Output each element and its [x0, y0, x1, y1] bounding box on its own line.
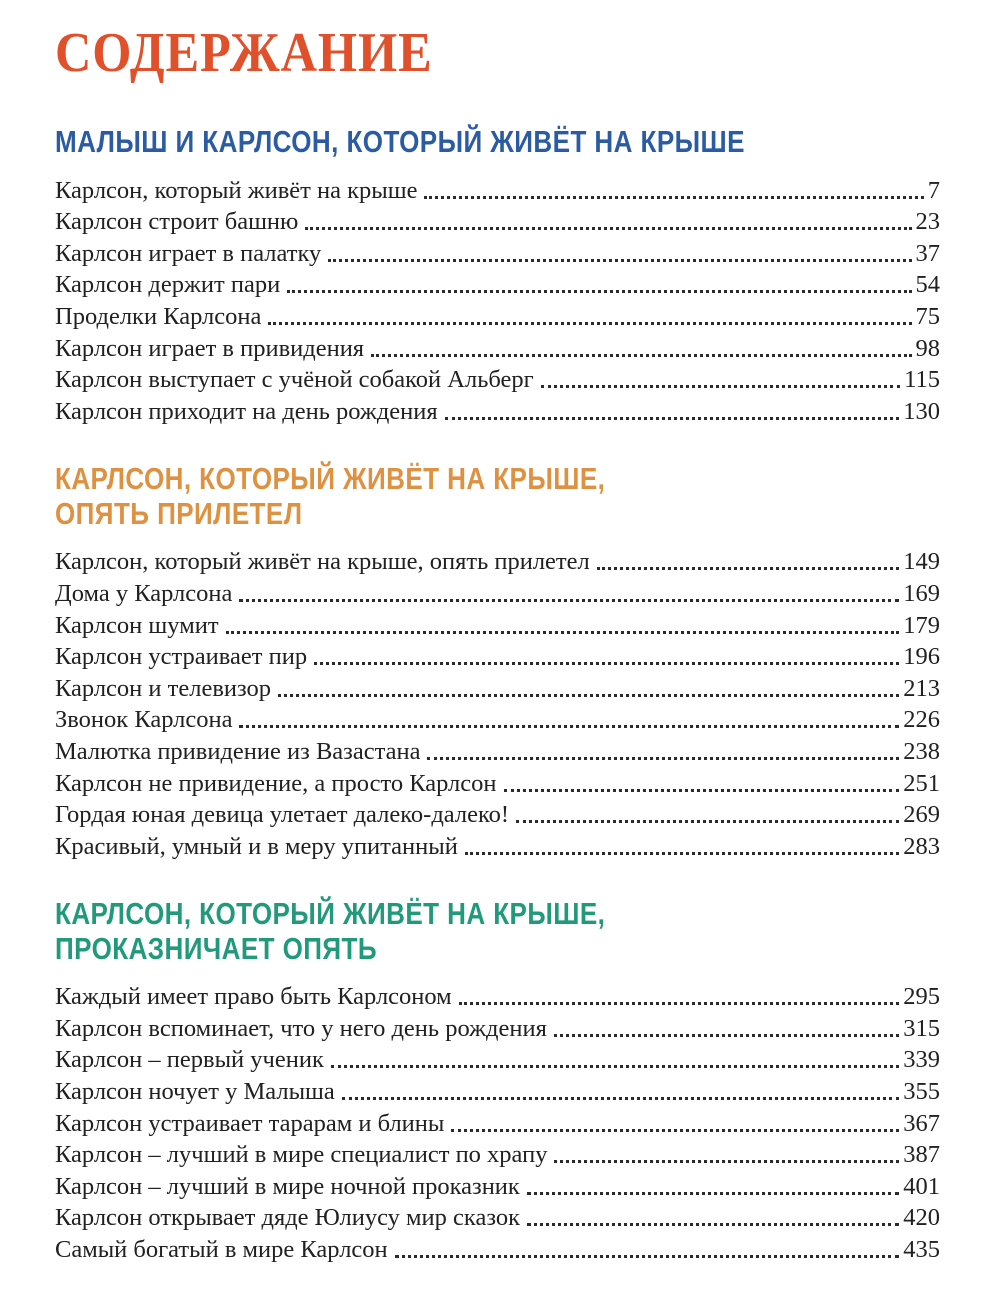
toc-entry: [55, 1074, 940, 1106]
page-number: 130: [903, 397, 940, 425]
page-number: 401: [903, 1172, 940, 1200]
toc-entry: [55, 1169, 940, 1201]
toc-section: [55, 124, 940, 426]
page-number: 213: [903, 674, 940, 702]
page-number: 367: [903, 1109, 940, 1137]
chapter-title: Карлсон играет в палатку: [55, 239, 322, 267]
toc-entry: [55, 1232, 940, 1264]
dot-leader: [427, 757, 899, 760]
toc-entry: [55, 576, 940, 608]
page-number: 339: [903, 1046, 940, 1074]
page-number: 295: [903, 983, 940, 1011]
chapter-title: Красивый, умный и в меру упитанный: [55, 832, 458, 860]
dot-leader: [554, 1034, 899, 1037]
toc-entry: [55, 734, 940, 766]
chapter-title: Дома у Карлсона: [55, 579, 233, 607]
chapter-list: [55, 173, 940, 426]
section-heading-text: МАЛЫШ И КАРЛСОН, КОТОРЫЙ ЖИВЁТ НА КРЫШЕ: [55, 124, 745, 159]
toc-entry: [55, 545, 940, 577]
toc-entry: [55, 1011, 940, 1043]
toc-entry: [55, 1201, 940, 1233]
toc: [55, 124, 940, 1264]
chapter-title: Карлсон строит башню: [55, 208, 299, 236]
toc-entry: [55, 268, 940, 300]
chapter-title: Карлсон ночует у Малыша: [55, 1078, 335, 1106]
section-heading-text: ПРОКАЗНИЧАЕТ ОПЯТЬ: [55, 930, 378, 966]
dot-leader: [465, 852, 899, 855]
dot-leader: [445, 417, 900, 420]
dot-leader: [395, 1255, 900, 1258]
chapter-title: Карлсон не привидение, а просто Карлсон: [55, 769, 497, 797]
toc-entry: [55, 703, 940, 735]
page-number: 196: [903, 643, 940, 671]
chapter-title: Карлсон, который живёт на крыше, опять прилетел: [55, 548, 590, 576]
chapter-title: Карлсон шумит: [55, 611, 219, 639]
chapter-title: Малютка привидение из Вазастана: [55, 737, 421, 765]
toc-entry: [55, 829, 940, 861]
page-number: 7: [927, 176, 940, 204]
dot-leader: [516, 820, 899, 823]
page-number: 269: [903, 801, 940, 829]
section-heading-line: [55, 461, 940, 496]
dot-leader: [239, 725, 899, 728]
toc-entry: [55, 980, 940, 1012]
chapter-title: Карлсон устраивает пир: [55, 643, 308, 671]
page-number: 98: [915, 334, 940, 362]
dot-leader: [527, 1192, 899, 1195]
toc-entry: [55, 205, 940, 237]
dot-leader: [451, 1129, 899, 1132]
chapter-title: Звонок Карлсона: [55, 706, 233, 734]
dot-leader: [371, 354, 911, 357]
dot-leader: [331, 1065, 899, 1068]
chapter-title: Карлсон – лучший в мире специалист по храпу: [55, 1141, 548, 1169]
toc-entry: [55, 798, 940, 830]
chapter-title: Карлсон и телевизор: [55, 674, 272, 702]
toc-entry: [55, 1043, 940, 1075]
toc-entry: [55, 173, 940, 205]
section-heading-line: [55, 124, 940, 159]
chapter-title: Гордая юная девица улетает далеко-далеко!: [55, 801, 510, 829]
page-number: 283: [903, 832, 940, 860]
dot-leader: [287, 290, 911, 293]
chapter-title: Карлсон выступает с учёной собакой Альберг: [55, 366, 534, 394]
dot-leader: [226, 631, 900, 634]
page-number: 238: [903, 737, 940, 765]
toc-entry: [55, 640, 940, 672]
toc-entry: [55, 236, 940, 268]
section-heading: [55, 896, 940, 966]
page-number: 420: [903, 1204, 940, 1232]
chapter-title: Карлсон приходит на день рождения: [55, 397, 438, 425]
page-title: [55, 24, 940, 82]
chapter-title: Карлсон открывает дяде Юлиусу мир сказок: [55, 1204, 521, 1232]
toc-entry: [55, 363, 940, 395]
toc-entry: [55, 1106, 940, 1138]
page-number: 251: [903, 769, 940, 797]
section-heading-line: [55, 896, 940, 931]
page-number: 355: [903, 1078, 940, 1106]
dot-leader: [554, 1160, 899, 1163]
section-heading-text: ОПЯТЬ ПРИЛЕТЕЛ: [55, 495, 303, 531]
chapter-title: Проделки Карлсона: [55, 302, 262, 330]
page-number: 75: [915, 302, 940, 330]
dot-leader: [597, 567, 900, 570]
dot-leader: [305, 227, 911, 230]
page-number: 149: [903, 548, 940, 576]
toc-entry: [55, 299, 940, 331]
dot-leader: [527, 1223, 899, 1226]
page-number: 115: [904, 366, 940, 394]
dot-leader: [268, 322, 911, 325]
section-heading: [55, 461, 940, 531]
dot-leader: [314, 662, 899, 665]
chapter-title: Карлсон держит пари: [55, 271, 281, 299]
chapter-title: Карлсон, который живёт на крыше: [55, 176, 418, 204]
toc-entry: [55, 331, 940, 363]
toc-entry: [55, 608, 940, 640]
dot-leader: [342, 1097, 899, 1100]
page-number: 179: [903, 611, 940, 639]
toc-entry: [55, 671, 940, 703]
dot-leader: [541, 385, 900, 388]
page-number: 226: [903, 706, 940, 734]
toc-entry: [55, 1138, 940, 1170]
dot-leader: [424, 196, 923, 199]
page-number: 387: [903, 1141, 940, 1169]
chapter-list: [55, 545, 940, 861]
toc-entry: [55, 766, 940, 798]
section-heading-line: [55, 931, 940, 966]
chapter-title: Карлсон вспоминает, что у него день рождения: [55, 1014, 547, 1042]
dot-leader: [278, 694, 899, 697]
toc-entry: [55, 394, 940, 426]
dot-leader: [328, 259, 911, 262]
page-title-text: СОДЕРЖАНИЕ: [55, 22, 433, 84]
page-number: 54: [915, 271, 940, 299]
chapter-title: Карлсон устраивает тарарам и блины: [55, 1109, 445, 1137]
page-number: 37: [915, 239, 940, 267]
chapter-list: [55, 980, 940, 1264]
page-number: 435: [903, 1236, 940, 1264]
chapter-title: Карлсон – первый ученик: [55, 1046, 324, 1074]
page-number: 23: [915, 208, 940, 236]
toc-section: [55, 461, 940, 861]
page-number: 315: [903, 1014, 940, 1042]
toc-section: [55, 896, 940, 1264]
page-number: 169: [903, 579, 940, 607]
dot-leader: [239, 599, 899, 602]
section-heading-text: КАРЛСОН, КОТОРЫЙ ЖИВЁТ НА КРЫШЕ,: [55, 460, 606, 496]
chapter-title: Самый богатый в мире Карлсон: [55, 1236, 388, 1264]
section-heading: [55, 124, 940, 159]
section-heading-text: КАРЛСОН, КОТОРЫЙ ЖИВЁТ НА КРЫШЕ,: [55, 895, 606, 931]
dot-leader: [504, 789, 900, 792]
chapter-title: Карлсон – лучший в мире ночной проказник: [55, 1172, 520, 1200]
section-heading-line: [55, 496, 940, 531]
chapter-title: Карлсон играет в привидения: [55, 334, 365, 362]
chapter-title: Каждый имеет право быть Карлсоном: [55, 983, 452, 1011]
dot-leader: [459, 1002, 900, 1005]
